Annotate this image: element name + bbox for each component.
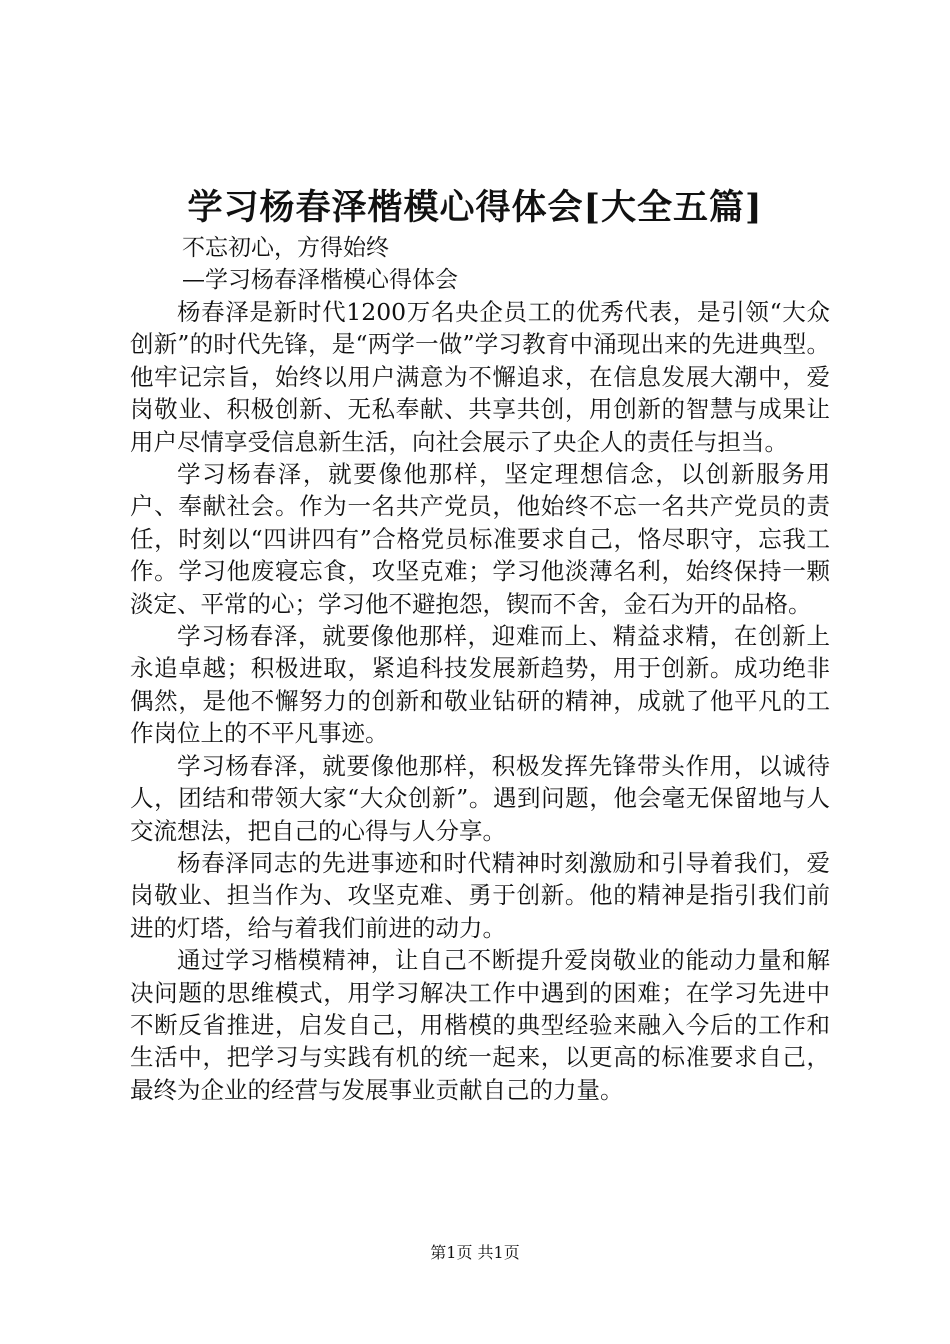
paragraph: 通过学习楷模精神，让自己不断提升爱岗敬业的能动力量和解决问题的思维模式，用学习解决工作中遇到的困难；在学习先进中不断反省推进，启发自己，用楷模的典型经验来融入今后的工作和生活中，把学习与实践有机的统一起来，以更高的标准要求自己，最终为企业的经营与发展事业贡献自己的力量。 — [130, 946, 830, 1104]
document-title: 学习杨春泽楷模心得体会[大全五篇] — [187, 187, 763, 228]
subtitle-line-2: —学习杨春泽楷模心得体会 — [182, 267, 458, 293]
paragraph: 杨春泽是新时代1200万名央企员工的优秀代表，是引领“大众创新”的时代先锋，是“两学一做”学习教育中涌现出来的先进典型。他牢记宗旨，始终以用户满意为不懈追求，在信息发展大潮中，爱岗敬业、积极创新、无私奉献、共享共创，用创新的智慧与成果让用户尽情享受信息新生活，向社会展示了央企人的责任与担当。 — [130, 298, 830, 456]
paragraph: 学习杨春泽，就要像他那样，迎难而上、精益求精，在创新上永追卓越；积极进取，紧追科技发展新趋势，用于创新。成功绝非偶然，是他不懈努力的创新和敬业钻研的精神，成就了他平凡的工作岗位上的不平凡事迹。 — [130, 622, 830, 748]
paragraph: 学习杨春泽，就要像他那样，坚定理想信念，以创新服务用户、奉献社会。作为一名共产党员，他始终不忘一名共产党员的责任，时刻以“四讲四有”合格党员标准要求自己，恪尽职守，忘我工作。学习他废寝忘食，攻坚克难；学习他淡薄名利，始终保持一颗淡定、平常的心；学习他不避抱怨，锲而不舍，金石为开的品格。 — [130, 460, 830, 618]
document-body — [130, 296, 830, 1106]
paragraph: 学习杨春泽，就要像他那样，积极发挥先锋带头作用，以诚待人，团结和带领大家“大众创新”。遇到问题，他会毫无保留地与人交流想法，把自己的心得与人分享。 — [130, 751, 830, 845]
subtitle-line-1: 不忘初心，方得始终 — [182, 235, 389, 261]
page-number-footer: 第1页 共1页 — [430, 1243, 520, 1262]
paragraph: 杨春泽同志的先进事迹和时代精神时刻激励和引导着我们，爱岗敬业、担当作为、攻坚克难、勇于创新。他的精神是指引我们前进的灯塔，给与着我们前进的动力。 — [130, 848, 830, 942]
